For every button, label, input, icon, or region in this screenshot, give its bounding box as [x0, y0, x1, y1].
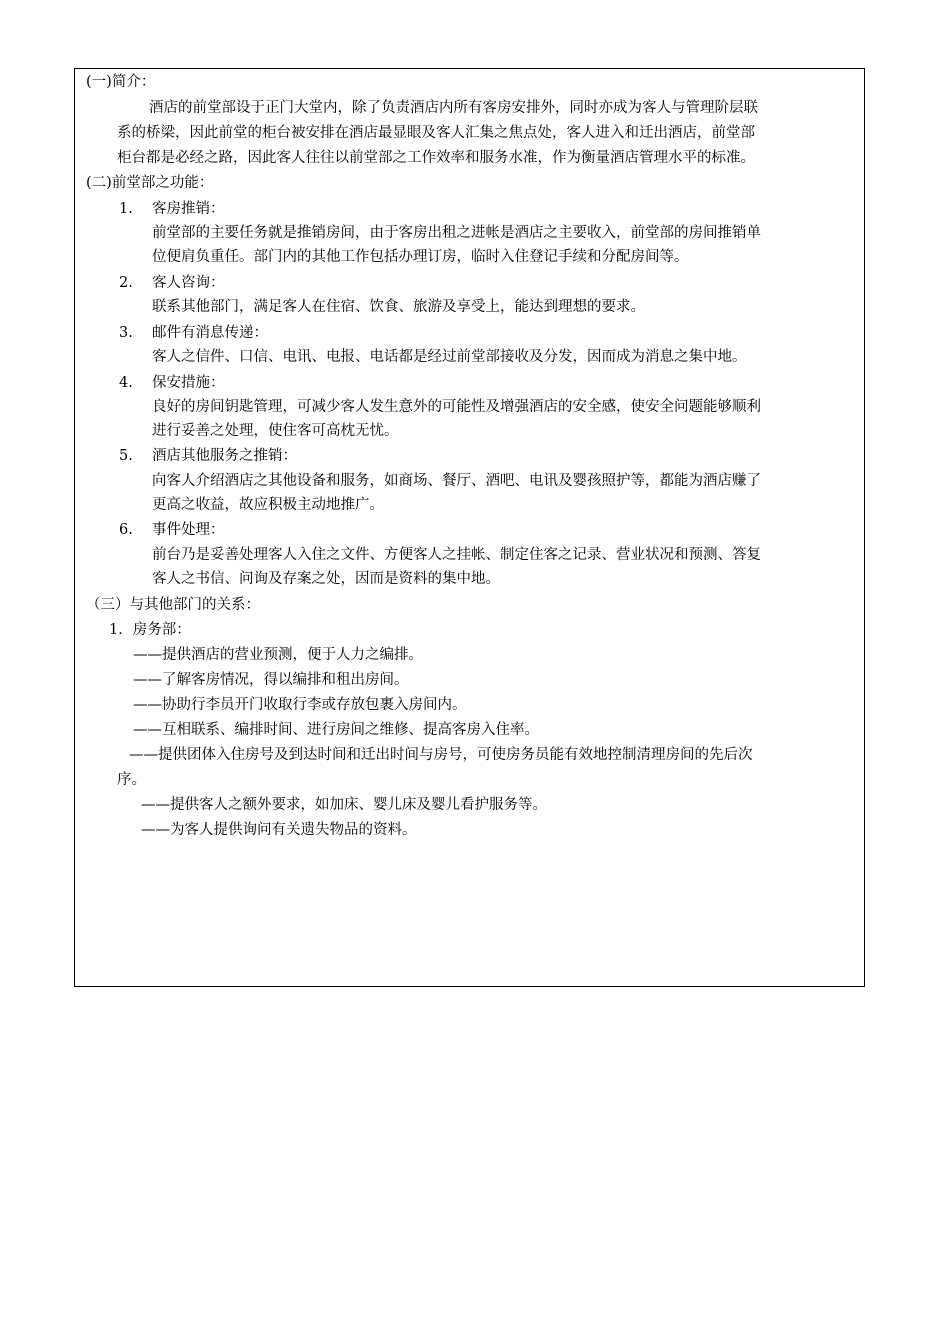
section-heading-relations: （三）与其他部门的关系：: [86, 597, 260, 613]
function-number: 3.: [119, 325, 133, 341]
function-text: 联系其他部门，满足客人在住宿、饮食、旅游及享受上，能达到理想的要求。: [152, 299, 645, 315]
function-text: 良好的房间钥匙管理，可减少客人发生意外的可能性及增强酒店的安全感，使安全问题能够顺利: [152, 399, 761, 415]
intro-line: 柜台都是必经之路，因此客人往往以前堂部之工作效率和服务水准，作为衡量酒店管理水平的标准。: [117, 150, 755, 166]
function-title: 酒店其他服务之推销：: [152, 448, 297, 464]
relations-line: ——了解客房情况，得以编排和租出房间。: [133, 672, 409, 688]
function-number: 1.: [119, 201, 133, 217]
function-text: 客人之信件、口信、电讯、电报、电话都是经过前堂部接收及分发，因而成为消息之集中地。: [152, 349, 747, 365]
intro-line: 酒店的前堂部设于正门大堂内，除了负责酒店内所有客房安排外，同时亦成为客人与管理阶层联: [149, 100, 758, 116]
relations-line: ——协助行李员开门收取行李或存放包裹入房间内。: [133, 697, 467, 713]
relations-line: ——提供客人之额外要求，如加床、婴儿床及婴儿看护服务等。: [141, 797, 547, 813]
function-title: 邮件有消息传递：: [152, 325, 268, 341]
function-title: 客人咨询：: [152, 275, 225, 291]
function-title: 事件处理：: [152, 522, 225, 538]
function-text: 客人之书信、问询及存案之处，因而是资料的集中地。: [152, 571, 500, 587]
section-heading-intro: (一)简介：: [86, 74, 156, 90]
relations-line: ——提供团体入住房号及到达时间和迁出时间与房号，可使房务员能有效地控制清理房间的先后次: [129, 747, 753, 763]
relations-line: 序。: [117, 772, 146, 788]
function-text: 前台乃是妥善处理客人入住之文件、方便客人之挂帐、制定住客之记录、营业状况和预测、答复: [152, 547, 761, 563]
function-text: 前堂部的主要任务就是推销房间，由于客房出租之进帐是酒店之主要收入，前堂部的房间推销单: [152, 225, 761, 241]
relations-line: ——为客人提供询问有关遗失物品的资料。: [141, 822, 417, 838]
function-number: 2.: [119, 275, 133, 291]
relations-subheading: 1．房务部：: [109, 622, 191, 638]
relations-line: ——互相联系、编排时间、进行房间之维修、提高客房入住率。: [133, 722, 539, 738]
relations-line: ——提供酒店的营业预测，便于人力之编排。: [133, 647, 423, 663]
intro-line: 系的桥梁，因此前堂的柜台被安排在酒店最显眼及客人汇集之焦点处，客人进入和迁出酒店，前堂部: [117, 125, 755, 141]
function-number: 5.: [119, 448, 133, 464]
function-title: 客房推销：: [152, 201, 225, 217]
function-text: 向客人介绍酒店之其他设备和服务，如商场、餐厅、酒吧、电讯及婴孩照护等，都能为酒店赚了: [152, 473, 761, 489]
section-heading-functions: (二)前堂部之功能：: [86, 175, 214, 191]
function-text: 位便肩负重任。部门内的其他工作包括办理订房，临时入住登记手续和分配房间等。: [152, 249, 689, 265]
function-title: 保安措施：: [152, 375, 225, 391]
function-number: 6.: [119, 522, 133, 538]
function-number: 4.: [119, 375, 133, 391]
function-text: 更高之收益，故应积极主动地推广。: [152, 497, 384, 513]
function-text: 进行妥善之处理，使住客可高枕无忧。: [152, 423, 399, 439]
